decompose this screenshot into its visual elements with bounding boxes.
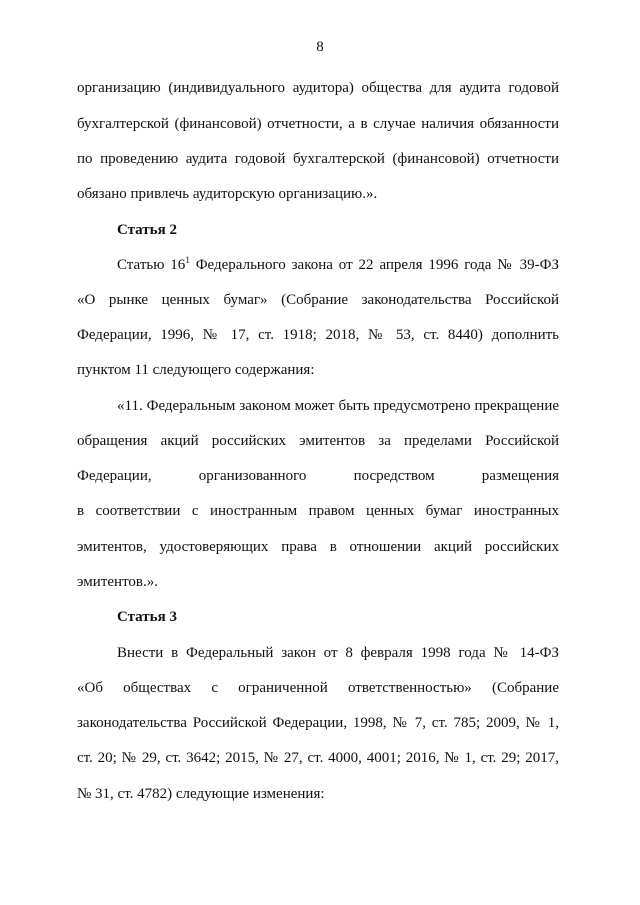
- article-2-heading: Статья 2: [117, 222, 177, 238]
- paragraph-line: пунктом 11 следующего содержания:: [77, 362, 315, 378]
- quote-line: обращения акций российских эмитентов за пределами Российской: [77, 433, 559, 449]
- page-number: 8: [316, 39, 324, 55]
- paragraph-line: бухгалтерской (финансовой) отчетности, а в случае наличия обязанности: [77, 116, 559, 132]
- paragraph-line: Внести в Федеральный закон от 8 февраля 1998 года № 14-ФЗ: [117, 645, 559, 661]
- paragraph-line: «Об обществах с ограниченной ответственностью» (Собрание: [77, 680, 559, 696]
- quote-line: эмитентов.».: [77, 574, 159, 590]
- article-2-first-line-end: Федерального закона от 22 апреля 1996 года № 39-ФЗ: [189, 257, 559, 273]
- article-3-heading: Статья 3: [117, 609, 177, 625]
- quote-line: Федерации, организованного посредством размещения: [77, 468, 559, 484]
- quote-line: «11. Федеральным законом может быть предусмотрено прекращение: [117, 398, 559, 414]
- paragraph-line: ст. 20; № 29, ст. 3642; 2015, № 27, ст. 4000, 4001; 2016, № 1, ст. 29; 2017,: [77, 750, 559, 766]
- paragraph-line: законодательства Российской Федерации, 1998, № 7, ст. 785; 2009, № 1,: [77, 715, 559, 731]
- quote-line: в соответствии с иностранным правом ценных бумаг иностранных: [77, 503, 559, 519]
- paragraph-line: обязано привлечь аудиторскую организацию.».: [77, 186, 378, 202]
- paragraph-line: «О рынке ценных бумаг» (Собрание законодательства Российской: [77, 292, 559, 308]
- quote-line: эмитентов, удостоверяющих права в отношении акций российских: [77, 539, 559, 555]
- article-2-first-line: [117, 255, 559, 275]
- superscript: 1: [185, 255, 190, 265]
- article-2-first-line-start: Статью 16: [117, 257, 186, 273]
- paragraph-line: по проведению аудита годовой бухгалтерской (финансовой) отчетности: [77, 151, 559, 167]
- paragraph-line: организацию (индивидуального аудитора) общества для аудита годовой: [77, 80, 559, 96]
- paragraph-line: № 31, ст. 4782) следующие изменения:: [77, 786, 325, 802]
- paragraph-line: Федерации, 1996, № 17, ст. 1918; 2018, № 53, ст. 8440) дополнить: [77, 327, 559, 343]
